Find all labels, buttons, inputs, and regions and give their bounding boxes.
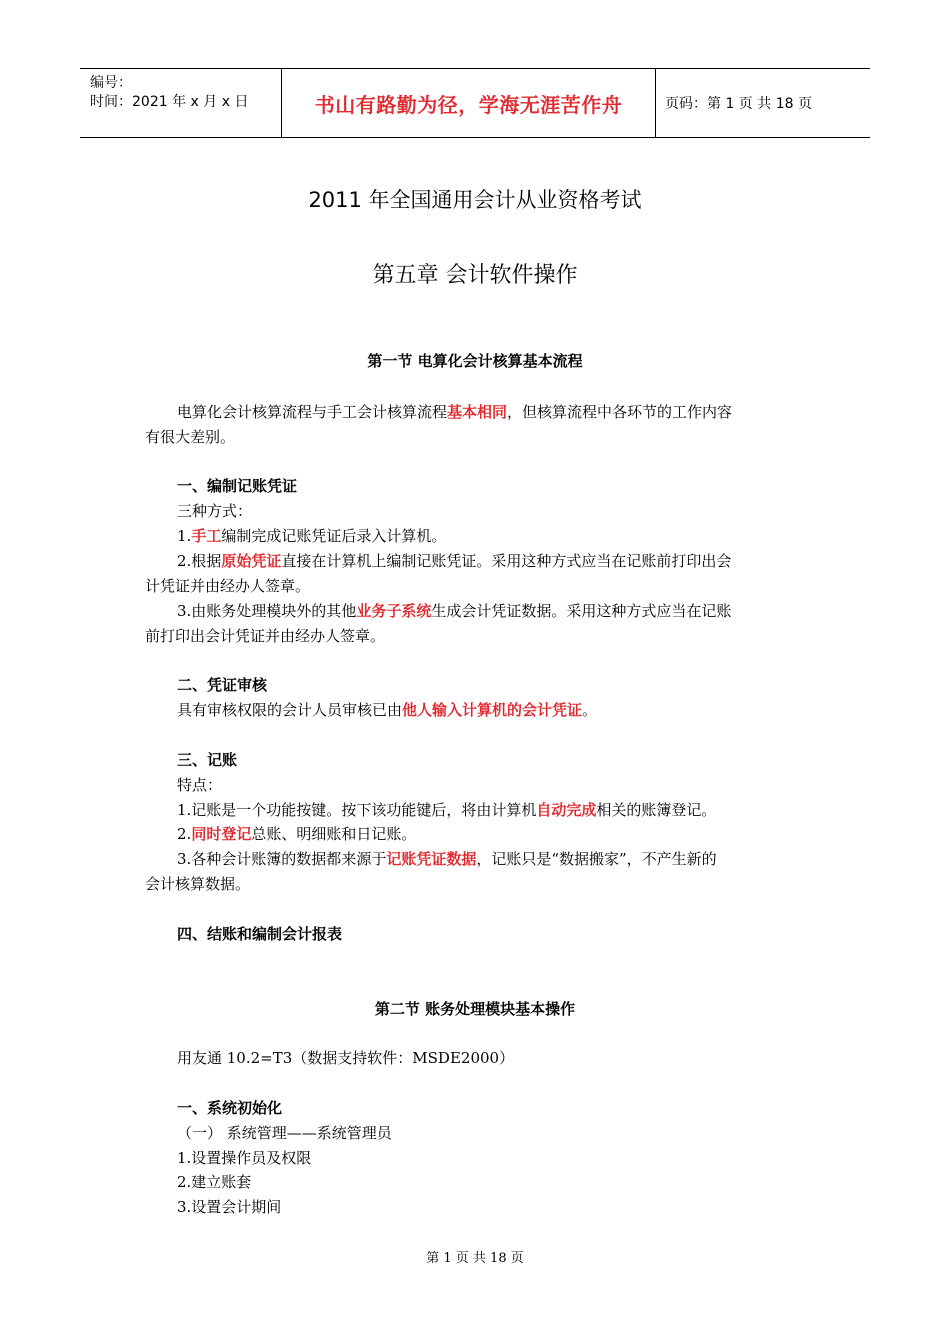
number-label: 编号：: [90, 75, 132, 91]
list-item: 2.根据原始凭证直接在计算机上编制记账凭证。采用这种方式应当在记账前打印出会: [177, 552, 732, 570]
list-item: 2.同时登记总账、明细账和日记账。: [177, 825, 417, 843]
paragraph-line: 特点：: [177, 776, 223, 794]
header-page-info: 页码：第 1 页 共 18 页: [665, 96, 812, 112]
time-label: 时间：2021 年 x 月 x 日: [90, 94, 249, 110]
section-heading: 第二节 账务处理模块基本操作: [374, 1000, 576, 1018]
paragraph-line: 具有审核权限的会计人员审核已由他人输入计算机的会计凭证。: [177, 701, 598, 719]
document-title: 2011 年全国通用会计从业资格考试: [308, 188, 642, 212]
paragraph-line: 三种方式：: [177, 502, 253, 520]
list-item: 1.手工编制完成记账凭证后录入计算机。: [177, 527, 447, 545]
subsection-heading: 三、记账: [177, 751, 238, 769]
list-item: 3.由账务处理模块外的其他业务子系统生成会计凭证数据。采用这种方式应当在记账: [177, 602, 732, 620]
subsection-heading: 二、凭证审核: [177, 676, 268, 694]
section-heading: 第一节 电算化会计核算基本流程: [367, 352, 583, 370]
list-item-continuation: 前打印出会计凭证并由经办人签章。: [145, 627, 386, 645]
subsection-heading: 一、编制记账凭证: [177, 477, 298, 495]
list-item: 3.各种会计账簿的数据都来源于记账凭证数据，记账只是“数据搬家”，不产生新的: [177, 850, 717, 868]
list-item: 2.建立账套: [177, 1173, 252, 1191]
chapter-title: 第五章 会计软件操作: [372, 263, 578, 288]
page-header: [80, 68, 870, 138]
subsection-heading: 一、系统初始化: [177, 1099, 283, 1117]
header-motto: 书山有路勤为径，学海无涯苦作舟: [281, 69, 656, 137]
header-meta: [80, 69, 280, 137]
paragraph-line: 电算化会计核算流程与手工会计核算流程基本相同，但核算流程中各环节的工作内容: [177, 403, 733, 421]
list-item: 3.设置会计期间: [177, 1198, 282, 1216]
subsection-heading: 四、结账和编制会计报表: [177, 925, 343, 943]
list-item: 1.记账是一个功能按键。按下该功能键后，将由计算机自动完成相关的账簿登记。: [177, 801, 717, 819]
page-footer: 第 1 页 共 18 页: [426, 1251, 524, 1266]
paragraph-line: 用友通 10.2=T3（数据支持软件：MSDE2000）: [177, 1049, 515, 1067]
list-item-continuation: 计凭证并由经办人签章。: [145, 577, 311, 595]
list-item: 1.设置操作员及权限: [177, 1149, 312, 1167]
list-item-continuation: 会计核算数据。: [145, 875, 251, 893]
paragraph-line: 有很大差别。: [145, 428, 236, 446]
sub-heading: （一） 系统管理——系统管理员: [177, 1124, 392, 1142]
